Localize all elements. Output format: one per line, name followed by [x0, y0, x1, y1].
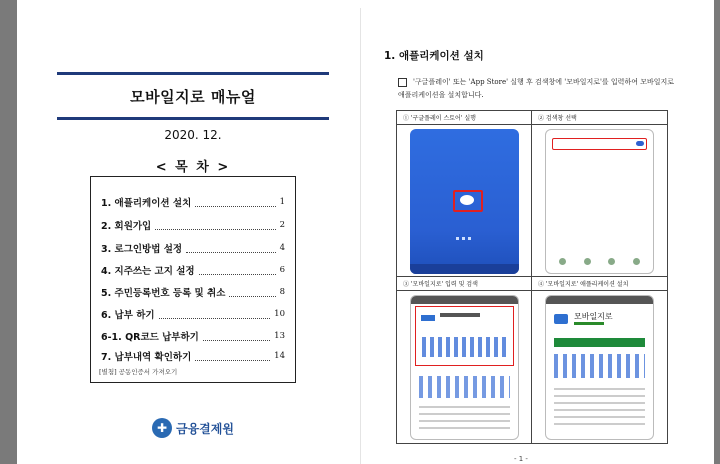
- toc-item-page: 2: [279, 220, 285, 230]
- toc-item-label: 7. 납부내역 확인하기: [101, 352, 192, 363]
- step-cell: [397, 277, 532, 443]
- doc-date: 2020. 12.: [164, 128, 222, 142]
- toc-item[interactable]: [101, 241, 285, 255]
- step-label: ② 검색창 선택: [532, 111, 667, 125]
- toc-appendix-note: [별첨] 공동인증서 가져오기: [99, 368, 178, 376]
- phone-screenshot: [410, 129, 519, 274]
- phone-screenshot: [410, 295, 519, 440]
- search-header: [411, 296, 518, 304]
- nav-movies-icon: [608, 258, 615, 265]
- screenshot-strip: [554, 354, 645, 378]
- nav-apps-icon: [584, 258, 591, 265]
- step-cell: [532, 111, 667, 277]
- toc-item[interactable]: [101, 307, 285, 321]
- toc-box: [90, 176, 296, 383]
- toc-item-page: 1: [279, 197, 285, 207]
- nav-games-icon: [559, 258, 566, 265]
- toc-leader: [195, 198, 275, 207]
- toc-item-page: 6: [279, 265, 285, 275]
- toc-leader: [199, 266, 276, 275]
- toc-leader: [159, 310, 271, 319]
- org-logo-icon: ✚: [152, 418, 172, 438]
- toc-leader: [186, 244, 276, 253]
- pager-dots: [456, 237, 474, 240]
- toc-leader: [195, 352, 270, 361]
- page-divider: [360, 8, 361, 464]
- toc-leader: [203, 332, 270, 341]
- screenshot-strip: [419, 376, 510, 398]
- search-bar: [552, 138, 647, 150]
- app-name-placeholder: [440, 313, 480, 317]
- text-lines: [554, 388, 645, 426]
- toc-item-label: 6. 납부 하기: [101, 310, 155, 321]
- nav-bar: [410, 264, 519, 274]
- toc-item[interactable]: [101, 285, 285, 299]
- toc-heading: < 목 차 >: [155, 160, 231, 175]
- toc-item-label: 3. 로그인방법 설정: [101, 244, 183, 255]
- title-bottom-rule: [57, 117, 329, 120]
- doc-title: 모바일지로 매뉴얼: [130, 88, 256, 106]
- text-lines: [419, 406, 510, 432]
- toc-item-page: 4: [279, 243, 285, 253]
- toc-item-label: 5. 주민등록번호 등록 및 취소: [101, 288, 226, 299]
- store-app-name: 모바일지로: [574, 312, 613, 321]
- instruction-text: '구글플레이' 또는 'App Store' 실행 후 검색창에 '모바일지로'를 입력하여 모바일지로 애플리케이션을 설치합니다.: [398, 78, 674, 99]
- step-cell: [532, 277, 667, 443]
- toc-item[interactable]: [101, 218, 285, 232]
- phone-screenshot: [545, 295, 654, 440]
- store-header: [546, 296, 653, 304]
- toc-item[interactable]: [101, 263, 285, 277]
- step-label: ① '구글플레이 스토어' 실행: [397, 111, 531, 125]
- app-logo-icon: [554, 314, 568, 324]
- toc-item[interactable]: [101, 329, 285, 343]
- step-label: ④ '모바일지로' 애플리케이션 설치: [532, 277, 667, 291]
- developer-line: [574, 322, 604, 325]
- bottom-nav: [550, 258, 649, 268]
- toc-item-label: 1. 애플리케이션 설치: [101, 198, 192, 209]
- screenshot-strip: [422, 337, 507, 357]
- search-result-highlight: [415, 306, 514, 366]
- toc-item-page: 10: [274, 309, 285, 319]
- org-name: 금융결제원: [176, 421, 234, 436]
- step-label: ③ '모바일지로' 입력 및 검색: [397, 277, 531, 291]
- toc-item-page: 13: [274, 331, 285, 341]
- install-button[interactable]: [554, 338, 645, 347]
- org-logo-block: [152, 418, 234, 438]
- toc-item[interactable]: [101, 349, 285, 363]
- nav-books-icon: [633, 258, 640, 265]
- section-title: 1. 애플리케이션 설치: [384, 50, 484, 62]
- avatar-icon: [636, 141, 644, 146]
- toc-item-label: 6-1. QR코드 납부하기: [101, 332, 199, 343]
- toc-item-page: 8: [279, 287, 285, 297]
- phone-screenshot: [545, 129, 654, 274]
- toc-item[interactable]: [101, 195, 285, 209]
- toc-item-label: 2. 회원가입: [101, 221, 152, 232]
- step-cell: [397, 111, 532, 277]
- step-grid: [396, 110, 668, 444]
- app-logo-icon: [421, 315, 435, 321]
- toc-item-label: 4. 지주쓰는 고지 설정: [101, 266, 195, 277]
- title-block: [57, 72, 329, 120]
- toc-leader: [155, 221, 275, 230]
- toc-leader: [229, 288, 275, 297]
- play-store-icon: [453, 190, 483, 212]
- checkbox-bullet-icon: [398, 78, 407, 87]
- page-number: - 1 -: [514, 455, 528, 463]
- instruction: [398, 76, 678, 102]
- toc-item-page: 14: [274, 351, 285, 361]
